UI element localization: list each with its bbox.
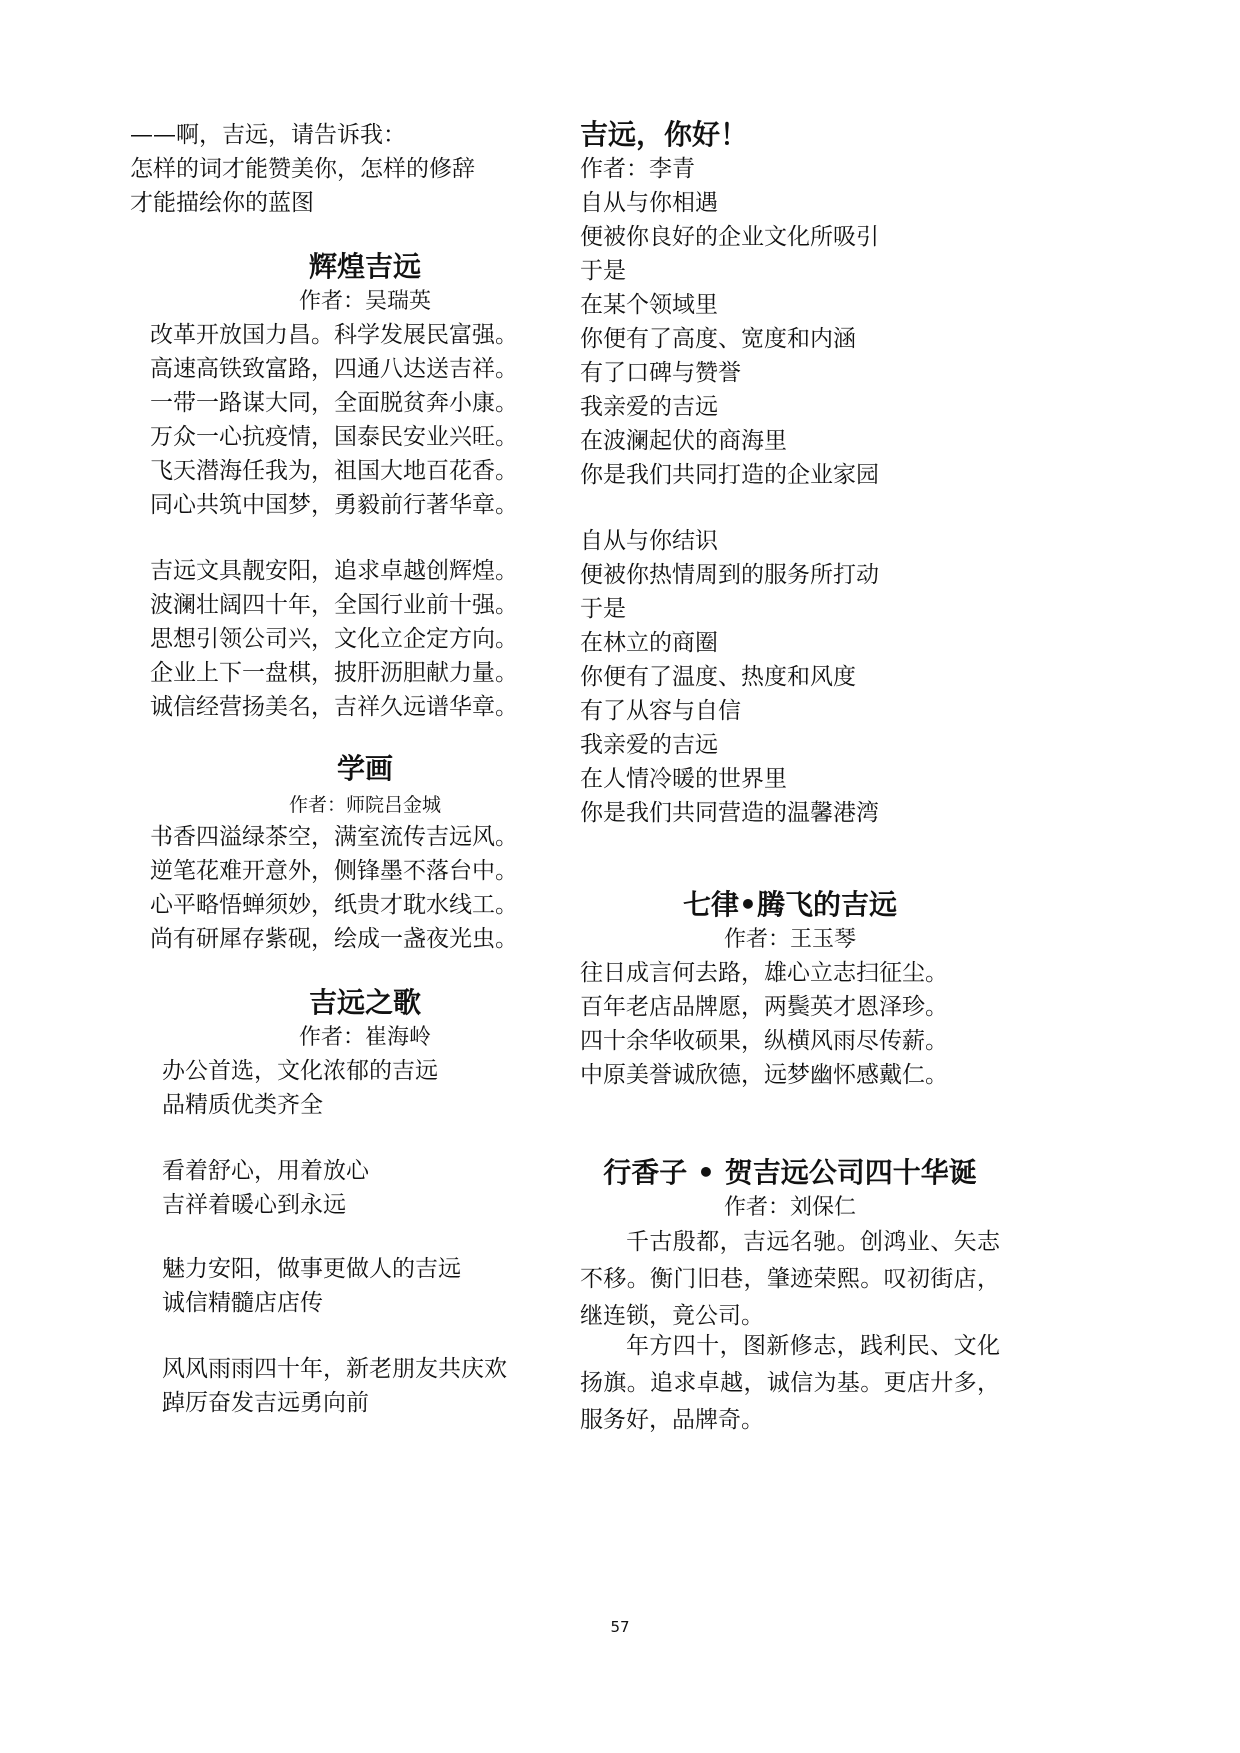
poem-author: 作者：师院吕金城	[288, 794, 441, 816]
poem-line: 自从与你结识	[580, 528, 718, 554]
poem-line: 书香四溢绿茶空，满室流传吉远风。	[150, 824, 518, 850]
poem-title: 学画	[336, 752, 393, 785]
poem-line: 往日成言何去路，雄心立志扫征尘。	[580, 960, 948, 986]
poem-line: 四十余华收硕果，纵横风雨尽传薪。	[580, 1028, 948, 1054]
poem-line: 你是我们共同营造的温馨港湾	[580, 800, 879, 826]
poem-line: 于是	[580, 258, 626, 284]
poem-line: 心平略悟蝉须妙，纸贵才耽水线工。	[150, 892, 518, 918]
poem-line: 中原美誉诚欣德，远梦幽怀感戴仁。	[580, 1062, 948, 1088]
intro-line: 怎样的词才能赞美你，怎样的修辞	[130, 156, 475, 182]
poem-line: 在某个领域里	[580, 292, 718, 318]
poem-author: 作者：王玉琴	[723, 927, 856, 952]
poem-line: 诚信精髓店店传	[162, 1290, 323, 1316]
poem-line: 在波澜起伏的商海里	[580, 428, 787, 454]
poem-line: 你是我们共同打造的企业家园	[580, 462, 879, 488]
poem-line: 百年老店品牌愿，两鬓英才恩泽珍。	[580, 994, 948, 1020]
poem-line: 一带一路谋大同，全面脱贫奔小康。	[150, 390, 518, 416]
poem-line: 我亲爱的吉远	[580, 394, 718, 420]
poem-line: 在人情冷暖的世界里	[580, 766, 787, 792]
poem-line: 踔厉奋发吉远勇向前	[162, 1390, 369, 1416]
poem-line: 飞天潜海任我为，祖国大地百花香。	[150, 458, 518, 484]
poem-title: 七律•腾飞的吉远	[683, 888, 897, 921]
poem-line: 魅力安阳，做事更做人的吉远	[162, 1256, 461, 1282]
poem-line: 风风雨雨四十年，新老朋友共庆欢	[162, 1356, 507, 1382]
poem-line: 你便有了高度、宽度和内涵	[580, 326, 856, 352]
poem-line: 高速高铁致富路，四通八达送吉祥。	[150, 356, 518, 382]
poem-title: 辉煌吉远	[308, 250, 421, 283]
poem-line: 企业上下一盘棋，披肝沥胆献力量。	[150, 660, 518, 686]
poem-line: 便被你良好的企业文化所吸引	[580, 224, 879, 250]
poem-author: 作者：李青	[580, 156, 695, 182]
poem-line: 波澜壮阔四十年，全国行业前十强。	[150, 592, 518, 618]
poem-line: 改革开放国力昌。科学发展民富强。	[150, 322, 518, 348]
poem-author: 作者：吴瑞英	[298, 289, 431, 314]
poem-line: 思想引领公司兴，文化立企定方向。	[150, 626, 518, 652]
poem-line: 我亲爱的吉远	[580, 732, 718, 758]
poem-title: 吉远，你好！	[580, 118, 749, 151]
poem-line: 万众一心抗疫情，国泰民安业兴旺。	[150, 424, 518, 450]
poem-line: 办公首选，文化浓郁的吉远	[162, 1058, 438, 1084]
poem-line: 在林立的商圈	[580, 630, 718, 656]
poem-author: 作者：崔海岭	[298, 1025, 431, 1050]
poem-line: 诚信经营扬美名，吉祥久远谱华章。	[150, 694, 518, 720]
poem-line: 吉祥着暖心到永远	[162, 1192, 346, 1218]
poem-line: 尚有研犀存紫砚，绘成一盏夜光虫。	[150, 926, 518, 952]
poem-line: 同心共筑中国梦，勇毅前行著华章。	[150, 492, 518, 518]
poem-title: 吉远之歌	[308, 986, 421, 1019]
intro-line: ——啊，吉远，请告诉我：	[130, 122, 406, 148]
poem-line: 便被你热情周到的服务所打动	[580, 562, 879, 588]
poem-line: 有了口碑与赞誉	[580, 360, 741, 386]
poem-paragraph: 年方四十，图新修志，践利民、文化扬旗。追求卓越，诚信为基。更店廾多，服务好，品牌奇。	[580, 1333, 1000, 1433]
intro-line: 才能描绘你的蓝图	[130, 190, 314, 216]
poem-line: 逆笔花难开意外，侧锋墨不落台中。	[150, 858, 518, 884]
poem-line: 自从与你相遇	[580, 190, 718, 216]
poem-line: 你便有了温度、热度和风度	[580, 664, 856, 690]
poem-title: 行香子 • 贺吉远公司四十华诞	[603, 1156, 977, 1189]
poem-paragraph: 千古殷都，吉远名驰。创鸿业、矢志不移。衡门旧巷，肇迹荣熙。叹初街店，继连锁，竟公司。	[580, 1229, 1000, 1329]
page-number: 57	[610, 1618, 630, 1636]
poem-author: 作者：刘保仁	[723, 1195, 856, 1220]
poem-line: 吉远文具靓安阳，追求卓越创辉煌。	[150, 558, 518, 584]
poem-line: 看着舒心，用着放心	[162, 1158, 369, 1184]
poem-line: 于是	[580, 596, 626, 622]
poem-line: 有了从容与自信	[580, 698, 741, 724]
poem-line: 品精质优类齐全	[162, 1092, 323, 1118]
